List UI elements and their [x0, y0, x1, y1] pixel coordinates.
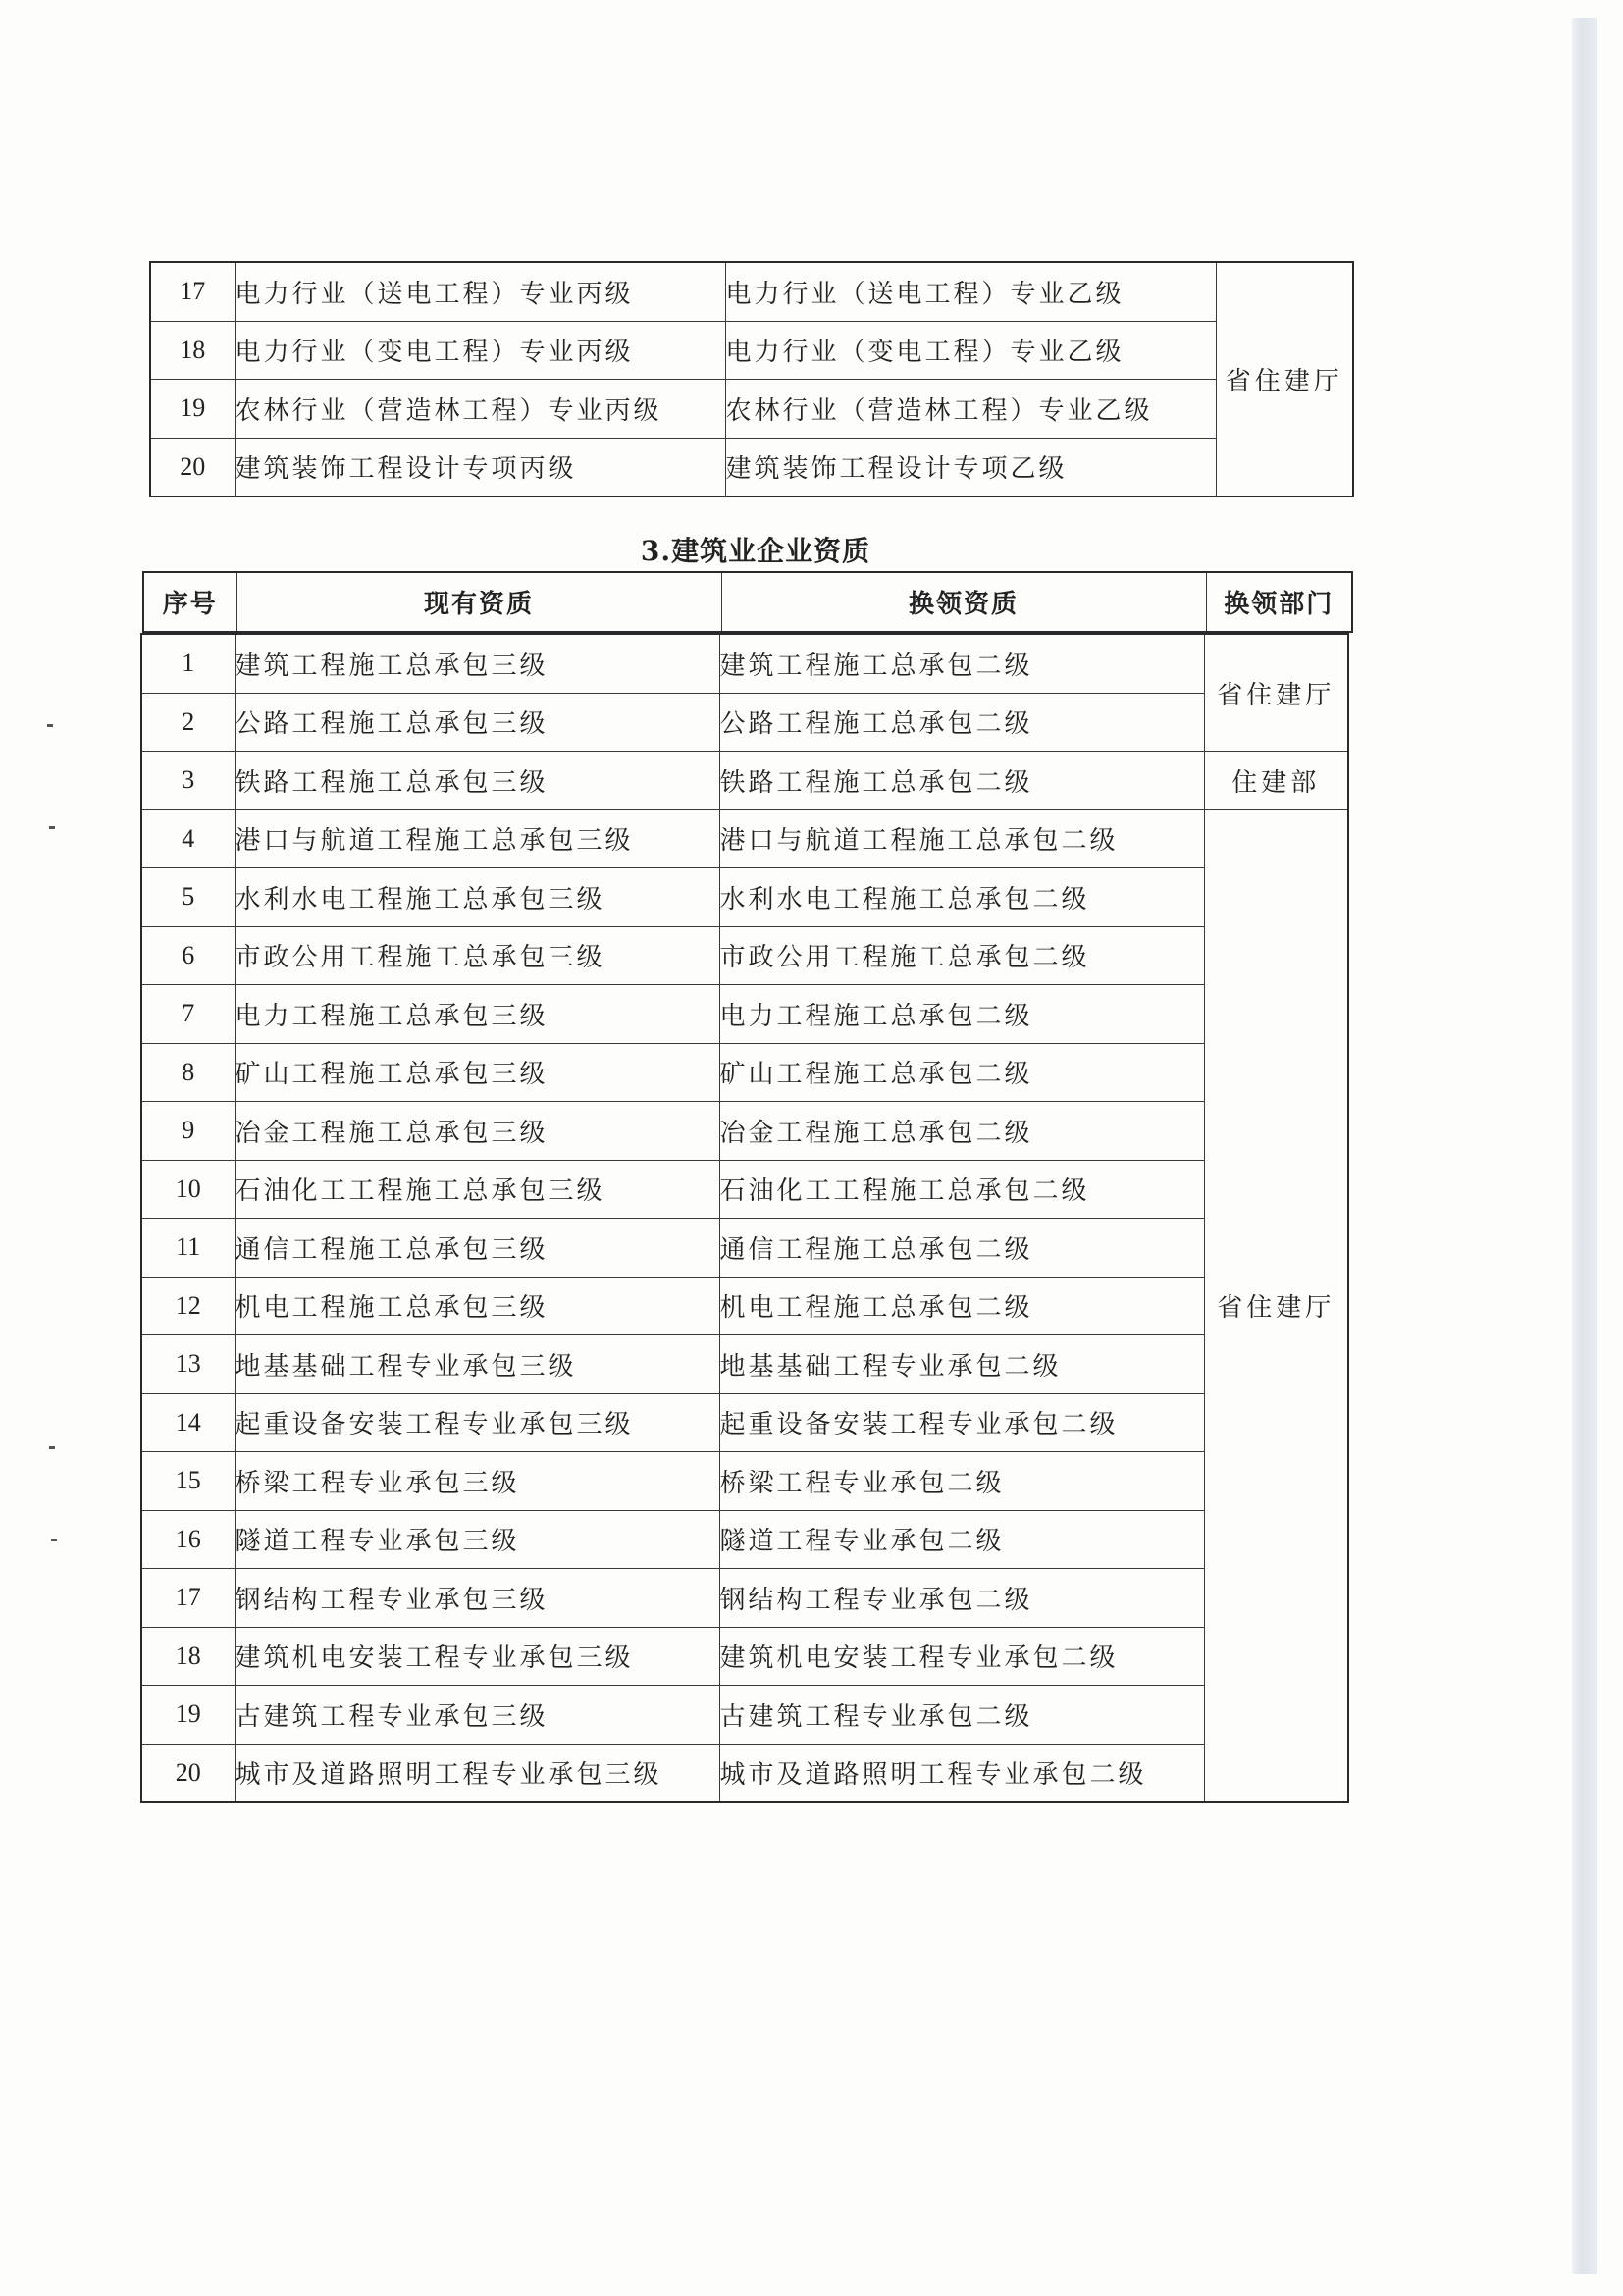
new-qualification: 电力行业（变电工程）专业乙级 [725, 321, 1216, 380]
new-qualification: 市政公用工程施工总承包二级 [719, 926, 1204, 985]
row-number: 5 [141, 868, 235, 927]
table-row [141, 1160, 1348, 1219]
new-qualification: 建筑装饰工程设计专项乙级 [725, 438, 1216, 496]
table-row [141, 926, 1348, 985]
table-row [141, 1277, 1348, 1335]
table-row [150, 262, 1353, 321]
existing-qualification: 建筑装饰工程设计专项丙级 [235, 438, 725, 496]
header-number: 序号 [143, 572, 236, 632]
continued-qualification-table [149, 261, 1354, 497]
scan-page-edge [1572, 18, 1597, 2274]
existing-qualification: 电力工程施工总承包三级 [235, 985, 719, 1044]
table-row [141, 693, 1348, 752]
table-row [141, 752, 1348, 810]
issuing-department: 住建部 [1204, 752, 1348, 810]
scan-mark [49, 1446, 55, 1449]
new-qualification: 地基基础工程专业承包二级 [719, 1335, 1204, 1394]
new-qualification: 冶金工程施工总承包二级 [719, 1102, 1204, 1161]
header-existing: 现有资质 [236, 572, 721, 632]
new-qualification: 起重设备安装工程专业承包二级 [719, 1393, 1204, 1452]
table-row [141, 1744, 1348, 1802]
existing-qualification: 建筑机电安装工程专业承包三级 [235, 1627, 719, 1686]
existing-qualification: 通信工程施工总承包三级 [235, 1219, 719, 1278]
existing-qualification: 矿山工程施工总承包三级 [235, 1043, 719, 1102]
existing-qualification: 隧道工程专业承包三级 [235, 1510, 719, 1569]
table-row [141, 1627, 1348, 1686]
table-row [141, 868, 1348, 927]
new-qualification: 桥梁工程专业承包二级 [719, 1452, 1204, 1511]
row-number: 20 [150, 438, 235, 496]
scan-mark [51, 1539, 57, 1541]
table-row [141, 1569, 1348, 1628]
existing-qualification: 农林行业（营造林工程）专业丙级 [235, 380, 725, 439]
new-qualification: 矿山工程施工总承包二级 [719, 1043, 1204, 1102]
table-row [141, 1510, 1348, 1569]
table-row [141, 634, 1348, 693]
existing-qualification: 起重设备安装工程专业承包三级 [235, 1393, 719, 1452]
existing-qualification: 桥梁工程专业承包三级 [235, 1452, 719, 1511]
new-qualification: 石油化工工程施工总承包二级 [719, 1160, 1204, 1219]
new-qualification: 机电工程施工总承包二级 [719, 1277, 1204, 1335]
table-row [141, 1219, 1348, 1278]
new-qualification: 城市及道路照明工程专业承包二级 [719, 1744, 1204, 1802]
new-qualification: 钢结构工程专业承包二级 [719, 1569, 1204, 1628]
scan-mark [47, 724, 53, 727]
row-number: 9 [141, 1102, 235, 1161]
existing-qualification: 冶金工程施工总承包三级 [235, 1102, 719, 1161]
existing-qualification: 电力行业（变电工程）专业丙级 [235, 321, 725, 380]
issuing-department: 省住建厅 [1216, 262, 1353, 496]
scan-mark [49, 826, 55, 829]
issuing-department: 省住建厅 [1204, 634, 1348, 752]
existing-qualification: 古建筑工程专业承包三级 [235, 1686, 719, 1745]
construction-qualification-table-header [142, 571, 1353, 633]
row-number: 17 [150, 262, 235, 321]
row-number: 19 [141, 1686, 235, 1745]
table-row [150, 321, 1353, 380]
row-number: 17 [141, 1569, 235, 1628]
row-number: 7 [141, 985, 235, 1044]
table-row [150, 380, 1353, 439]
row-number: 12 [141, 1277, 235, 1335]
new-qualification: 电力工程施工总承包二级 [719, 985, 1204, 1044]
existing-qualification: 港口与航道工程施工总承包三级 [235, 809, 719, 868]
new-qualification: 通信工程施工总承包二级 [719, 1219, 1204, 1278]
row-number: 20 [141, 1744, 235, 1802]
table-row [141, 985, 1348, 1044]
row-number: 13 [141, 1335, 235, 1394]
existing-qualification: 钢结构工程专业承包三级 [235, 1569, 719, 1628]
row-number: 3 [141, 752, 235, 810]
existing-qualification: 铁路工程施工总承包三级 [235, 752, 719, 810]
header-new: 换领资质 [721, 572, 1206, 632]
existing-qualification: 石油化工工程施工总承包三级 [235, 1160, 719, 1219]
new-qualification: 港口与航道工程施工总承包二级 [719, 809, 1204, 868]
row-number: 6 [141, 926, 235, 985]
row-number: 19 [150, 380, 235, 439]
row-number: 16 [141, 1510, 235, 1569]
issuing-department: 省住建厅 [1204, 809, 1348, 1802]
existing-qualification: 电力行业（送电工程）专业丙级 [235, 262, 725, 321]
row-number: 1 [141, 634, 235, 693]
section-title: 3.建筑业企业资质 [640, 535, 871, 567]
row-number: 4 [141, 809, 235, 868]
row-number: 10 [141, 1160, 235, 1219]
existing-qualification: 水利水电工程施工总承包三级 [235, 868, 719, 927]
row-number: 2 [141, 693, 235, 752]
row-number: 14 [141, 1393, 235, 1452]
new-qualification: 水利水电工程施工总承包二级 [719, 868, 1204, 927]
table-header-row [143, 572, 1352, 632]
header-dept: 换领部门 [1206, 572, 1352, 632]
row-number: 18 [150, 321, 235, 380]
existing-qualification: 地基基础工程专业承包三级 [235, 1335, 719, 1394]
new-qualification: 建筑工程施工总承包二级 [719, 634, 1204, 693]
table-row [141, 1393, 1348, 1452]
table-row [141, 1686, 1348, 1745]
row-number: 8 [141, 1043, 235, 1102]
new-qualification: 古建筑工程专业承包二级 [719, 1686, 1204, 1745]
table-row [141, 1043, 1348, 1102]
table-row [141, 809, 1348, 868]
construction-qualification-table [140, 633, 1349, 1803]
existing-qualification: 市政公用工程施工总承包三级 [235, 926, 719, 985]
new-qualification: 电力行业（送电工程）专业乙级 [725, 262, 1216, 321]
table-row [141, 1102, 1348, 1161]
new-qualification: 建筑机电安装工程专业承包二级 [719, 1627, 1204, 1686]
new-qualification: 农林行业（营造林工程）专业乙级 [725, 380, 1216, 439]
table-row [141, 1335, 1348, 1394]
row-number: 11 [141, 1219, 235, 1278]
new-qualification: 隧道工程专业承包二级 [719, 1510, 1204, 1569]
new-qualification: 铁路工程施工总承包二级 [719, 752, 1204, 810]
existing-qualification: 建筑工程施工总承包三级 [235, 634, 719, 693]
row-number: 18 [141, 1627, 235, 1686]
new-qualification: 公路工程施工总承包二级 [719, 693, 1204, 752]
existing-qualification: 机电工程施工总承包三级 [235, 1277, 719, 1335]
existing-qualification: 城市及道路照明工程专业承包三级 [235, 1744, 719, 1802]
existing-qualification: 公路工程施工总承包三级 [235, 693, 719, 752]
row-number: 15 [141, 1452, 235, 1511]
table-row [150, 438, 1353, 496]
table-row [141, 1452, 1348, 1511]
